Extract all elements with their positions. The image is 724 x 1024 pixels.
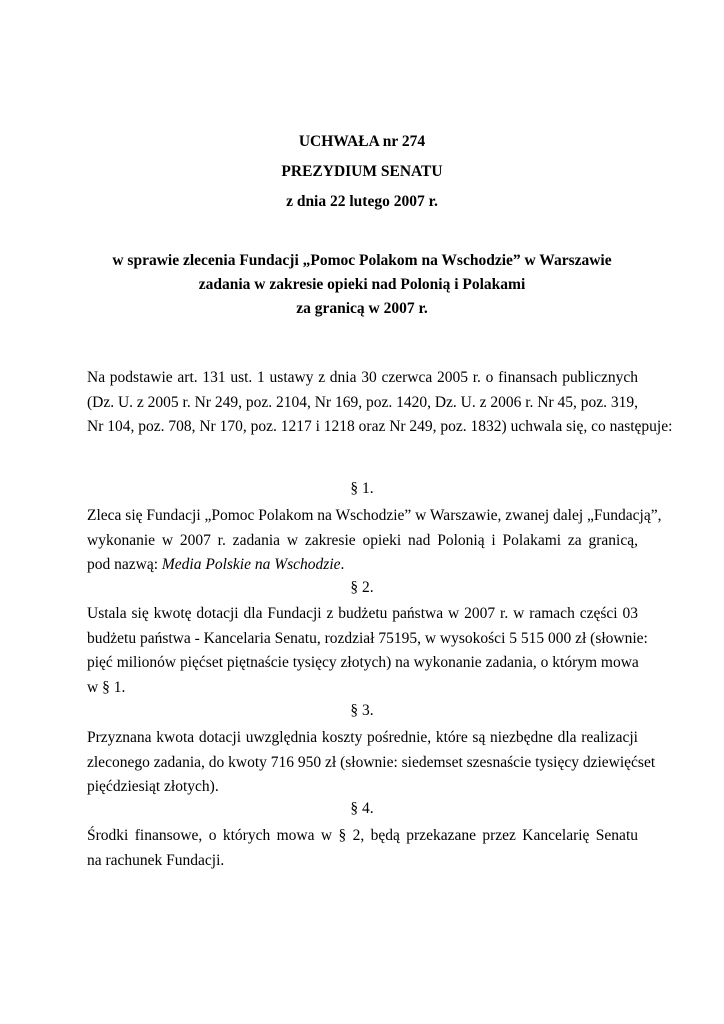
- section-line: pięćdziesiąt złotych).: [87, 778, 219, 795]
- preamble-line: Na podstawie art. 131 ust. 1 ustawy z dnia 30 czerwca 2005 r. o finansach publicznych: [87, 369, 638, 386]
- section-3-mark: § 3.: [350, 702, 374, 719]
- task-name: Media Polskie na Wschodzie: [161, 556, 341, 573]
- section-line: na rachunek Fundacji.: [87, 851, 225, 869]
- section-4-mark: § 4.: [350, 800, 374, 817]
- section-1-mark: § 1.: [350, 480, 374, 497]
- section-line: Przyznana kwota dotacji uwzględnia koszty pośrednie, które są niezbędne dla realizacji: [87, 729, 638, 746]
- preamble-line: Nr 104, poz. 708, Nr 170, poz. 1217 i 1218 oraz Nr 249, poz. 1832) uchwala się, co następuje:: [87, 418, 673, 435]
- resolution-date: z dnia 22 lutego 2007 r.: [286, 193, 438, 210]
- section-line: zleconego zadania, do kwoty 716 950 zł (słownie: siedemset szesnaście tysięcy dziewięćset: [87, 753, 656, 771]
- section-1-text: [87, 504, 662, 578]
- preamble-line: (Dz. U. z 2005 r. Nr 249, poz. 2104, Nr 169, poz. 1420, Dz. U. z 2006 r. Nr 45, poz. 319,: [87, 393, 639, 411]
- preamble: [87, 366, 673, 440]
- section-2-text: [87, 602, 648, 700]
- section-4-text: [87, 824, 638, 873]
- section-1-prefix: pod nazwą:: [87, 556, 162, 573]
- subject-line-3: za granicą w 2007 r.: [296, 300, 428, 317]
- section-line: budżetu państwa - Kancelaria Senatu, rozdział 75195, w wysokości 5 515 000 zł (słownie:: [87, 629, 648, 647]
- section-line: wykonanie w 2007 r. zadania w zakresie opieki nad Polonią i Polakami za granicą,: [87, 531, 638, 549]
- section-3-text: [87, 726, 656, 800]
- section-line: Ustala się kwotę dotacji dla Fundacji z budżetu państwa w 2007 r. w ramach części 03: [87, 605, 638, 622]
- subject-line-1: w sprawie zlecenia Fundacji „Pomoc Polakom na Wschodzie” w Warszawie: [112, 252, 612, 269]
- section-line: pięć milionów pięćset piętnaście tysięcy złotych) na wykonanie zadania, o którym mowa: [87, 654, 639, 671]
- section-line: [87, 553, 638, 578]
- section-2-mark: § 2.: [350, 579, 374, 596]
- section-line: Środki finansowe, o których mowa w § 2, będą przekazane przez Kancelarię Senatu: [87, 827, 638, 844]
- section-line: Zleca się Fundacji „Pomoc Polakom na Wschodzie” w Warszawie, zwanej dalej „Fundacją”,: [87, 507, 662, 524]
- section-line: w § 1.: [87, 678, 126, 696]
- section-1-suffix: .: [340, 556, 345, 573]
- resolution-number: UCHWAŁA nr 274: [298, 133, 426, 150]
- issuing-body: PREZYDIUM SENATU: [281, 163, 443, 180]
- subject-line-2: zadania w zakresie opieki nad Polonią i Polakami: [198, 276, 526, 293]
